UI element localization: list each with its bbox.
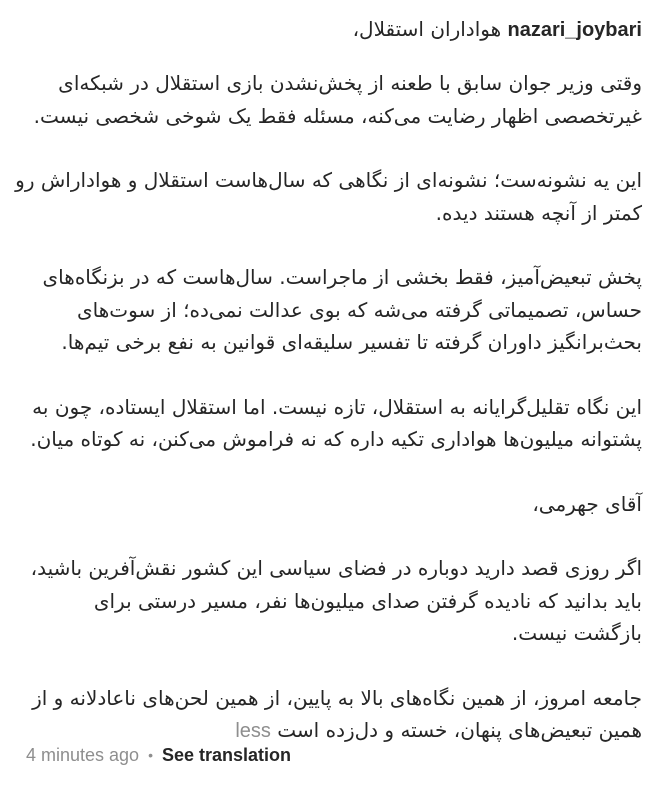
text-line: بازگشت نیست. [511, 621, 642, 645]
text-line: باید بدانید که نادیده گرفتن صدای میلیون‌ها نفر، مسیر درستی برای [93, 588, 642, 613]
text-line: وقتی وزیر جوان سابق با طعنه از پخش‌نشدن بازی استقلال در شبکه‌ای [58, 71, 642, 95]
last-line-text: همین تبعیض‌های پنهان، خسته و دل‌زده است [277, 718, 642, 742]
text-line: پشتوانه میلیون‌ها هواداری تکیه داره که نه فراموش می‌کنن، نه کوتاه میان. [30, 427, 642, 451]
text-line: کمتر از آنچه هستند دیده. [435, 200, 642, 225]
paragraph-4 [20, 391, 642, 456]
paragraph-2 [15, 164, 642, 229]
paragraph-1 [20, 67, 642, 132]
text-line: جامعه امروز، از همین نگاه‌های بالا به پایین، از همین لحن‌های ناعادلانه و از [32, 685, 642, 710]
timestamp: 4 minutes ago [26, 745, 140, 765]
text-line: پخش تبعیض‌آمیز، فقط بخشی از ماجراست. سال‌هاست که در بزنگاه‌های [42, 265, 642, 289]
paragraph-3 [20, 261, 642, 359]
username-link[interactable]: nazari_joybari [507, 19, 642, 41]
less-button[interactable]: less [235, 720, 271, 742]
text-line: غیرتخصصی اظهار رضایت می‌کنه، مسئله فقط یک شوخی شخصی نیست. [33, 103, 642, 128]
caption-header [20, 10, 642, 49]
text-line: حساس، تصمیماتی گرفته می‌شه که بوی عدالت نمی‌ده؛ از سوت‌های [76, 297, 642, 322]
text-line: این یه نشونه‌ست؛ نشونه‌ای از نگاهی که سال‌هاست استقلال و هواداراش رو [15, 168, 642, 192]
paragraph-5 [20, 488, 642, 521]
paragraph-7 [20, 682, 642, 748]
text-line: اگر روزی قصد دارید دوباره در فضای سیاسی این کشور نقش‌آفرین باشید، [30, 556, 642, 580]
separator-dot: • [148, 747, 153, 763]
text-line: آقای جهرمی، [532, 491, 642, 516]
text-line: این نگاه تقلیل‌گرایانه به استقلال، تازه نیست. اما استقلال ایستاده، چون به [32, 394, 642, 419]
see-translation-button[interactable]: See translation [161, 745, 292, 765]
paragraph-6 [20, 552, 642, 650]
post-caption [15, 10, 642, 780]
text-line: بحث‌برانگیز داوران گرفته تا تفسیر سلیقه‌ای قوانین به نفع برخی تیم‌ها. [61, 330, 642, 354]
post-meta-row [26, 741, 291, 769]
greeting-text: هواداران استقلال، [352, 17, 502, 41]
